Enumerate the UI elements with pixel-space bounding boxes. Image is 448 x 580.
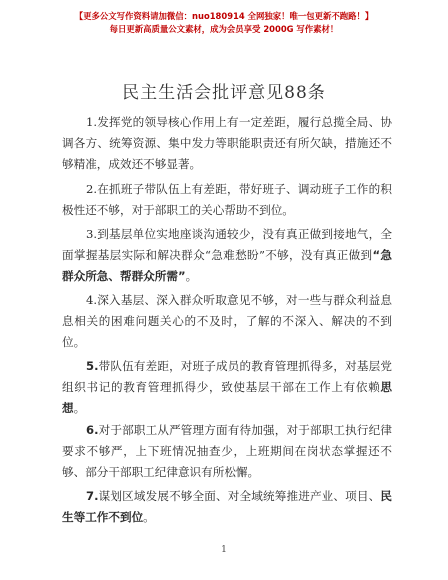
paragraph-6-text: 对于部职工从严管理方面有待加强，对于部职工执行纪律要求不够严，上下班情况抽查少，上班期间在岗状态掌握还不够、部分干部职工纪律意识有所松懈。 xyxy=(62,423,392,479)
paragraph-3-emphasis: “急群众所急、帮群众所需” xyxy=(62,248,393,283)
paragraph-6 xyxy=(62,420,392,483)
paragraph-7-end: 。 xyxy=(143,510,155,524)
paragraph-5 xyxy=(62,356,392,419)
promo-line-1: 【更多公文写作资料请加微信：nuo180914 全网独家！唯一包更新不跑路！】 xyxy=(74,11,374,21)
paragraph-5-emphasis: 思想 xyxy=(62,380,392,415)
paragraph-7-text: 谋划区域发展不够全面、对全域统筹推进产业、项目、 xyxy=(98,489,381,503)
paragraph-7 xyxy=(62,486,392,528)
paragraph-3-end: 。 xyxy=(185,269,198,283)
paragraph-1: 1.发挥党的领导核心作用上有一定差距，履行总揽全局、协调各方、统筹资源、集中发力等职能职责还有所欠缺，措施还不够精准，成效还不够显著。 xyxy=(62,115,392,171)
paragraph-2: 2.在抓班子带队伍上有差距，带好班子、调动班子工作的积极性还不够，对于部职工的关心帮助不到位。 xyxy=(62,182,392,217)
paragraph-7-number: 7. xyxy=(86,489,99,503)
page-title: 民主生活会批评意见88条 xyxy=(122,83,326,103)
promo-line-2: 每日更新高质量公文素材，成为会员享受 2000G 写作素材！ xyxy=(109,24,339,34)
promo-banner xyxy=(0,10,448,36)
paragraph-5-text: 带队伍有差距，对班子成员的教育管理抓得多，对基层党组织书记的教育管理抓得少，致使基层干部在工作上有依赖 xyxy=(62,359,392,394)
paragraph-5-number: 5. xyxy=(86,359,99,373)
paragraph-3 xyxy=(62,224,392,287)
paragraph-7-emphasis: 民生等工作不到位 xyxy=(62,489,392,524)
paragraph-3-text: 3.到基层单位实地座谈沟通较少，没有真正做到接地气，全面掌握基层实际和解决群众“急难愁盼”不够，没有真正做到 xyxy=(62,227,392,262)
page-number: 1 xyxy=(221,545,227,555)
paragraph-5-end: 。 xyxy=(73,401,86,415)
paragraph-6-number: 6. xyxy=(86,423,99,437)
paragraph-4: 4.深入基层、深入群众听取意见不够，对一些与群众利益息息相关的困难问题关心的不及时，了解的不深入、解决的不到位。 xyxy=(62,293,392,349)
